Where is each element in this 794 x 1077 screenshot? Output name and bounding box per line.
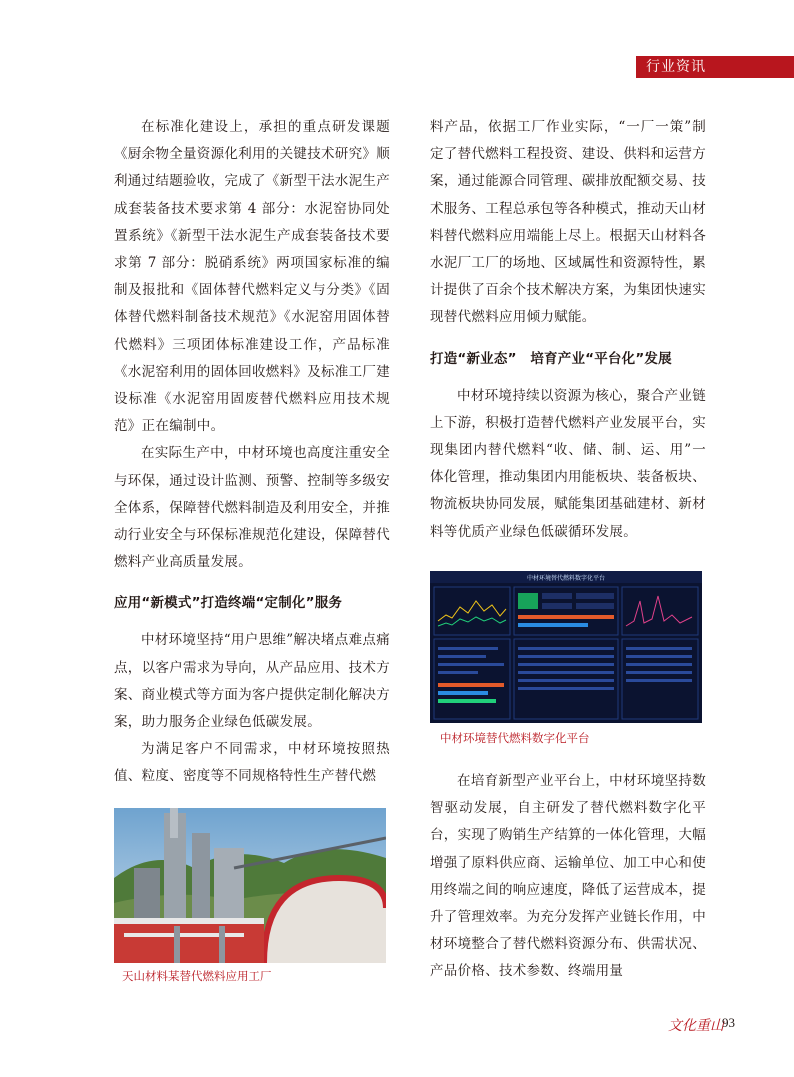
photo-caption: 天山材料某替代燃料应用工厂	[122, 969, 272, 983]
paragraph: 在标准化建设上，承担的重点研发课题《厨余物全量资源化利用的关键技术研究》顺利通过结题验收，完成了《新型干法水泥生产成套装备技术要求第 4 部分：水泥窑协同处置系统》《新型干法水泥生产成套装备技术要求第 7 部分：脱硝系统》两项国家标准的编制及报批和《固体替代燃料定义与分类》《固体替代燃料制备技术规范》《水泥窑用固体替代燃料》三项团体标准建设工作，产品标准《水泥窑利用的固体回收燃料》及标准工厂建设标准《水泥窑用固废替代燃料应用技术规范》正在编制中。	[114, 119, 390, 435]
dashboard-title: 中材环境替代燃料数字化平台	[526, 575, 606, 582]
paragraph: 中材环境持续以资源为核心，聚合产业链上下游，积极打造替代燃料产业发展平台，实现集团内替代燃料“收、储、制、运、用”一体化管理，推动集团内用能板块、装备板块、物流板块协同发展，赋能集团基础建材、新材料等优质产业绿色低碳循环发展。	[430, 387, 706, 540]
right-column	[430, 114, 706, 546]
paragraph: 在培育新型产业平台上，中材环境坚持数智驱动发展，自主研发了替代燃料数字化平台，实现了购销生产结算的一体化管理，大幅增强了原料供应商、运输单位、加工中心和使用终端之间的响应速度，降低了运营成本，提升了管理效率。为充分发挥产业链长作用，中材环境整合了替代燃料资源分布、供需状况、产品价格、技术参数、终端用量	[430, 773, 706, 980]
factory-photo	[114, 808, 386, 963]
dashboard-screenshot	[430, 571, 702, 723]
paragraph: 在实际生产中，中材环境也高度注重安全与环保，通过设计监测、预警、控制等多级安全体系，保障替代燃料制造及利用安全，并推动行业安全与环保标准规范化建设，保障替代燃料产业高质量发展。	[114, 445, 390, 571]
left-column	[114, 114, 390, 791]
paragraph: 为满足客户不同需求，中材环境按照热值、粒度、密度等不同规格特性生产替代燃	[114, 741, 390, 785]
section-heading: 应用“新模式”打造终端“定制化”服务	[114, 595, 343, 612]
right-column-lower	[430, 768, 706, 986]
section-heading: 打造“新业态” 培育产业“平台化”发展	[430, 350, 672, 367]
magazine-logo: 文化重山	[668, 1018, 724, 1034]
section-tag: 行业资讯	[636, 56, 794, 78]
paragraph: 中材环境坚持“用户思维”解决堵点难点痛点，以客户需求为导向，从产品应用、技术方案、商业模式等方面为客户提供定制化解决方案，助力服务企业绿色低碳发展。	[114, 632, 391, 731]
paragraph: 料产品，依据工厂作业实际，“一厂一策”制定了替代燃料工程投资、建设、供料和运营方案，通过能源合同管理、碳排放配额交易、技术服务、工程总承包等各种模式，推动天山材料替代燃料应用端能上尽上。根据天山材料各水泥厂工厂的场地、区域属性和资源特性，累计提供了百余个技术解决方案，为集团快速实现替代燃料应用倾力赋能。	[430, 119, 706, 326]
dashboard-caption: 中材环境替代燃料数字化平台	[440, 731, 590, 745]
page-number: 93	[722, 1015, 735, 1030]
